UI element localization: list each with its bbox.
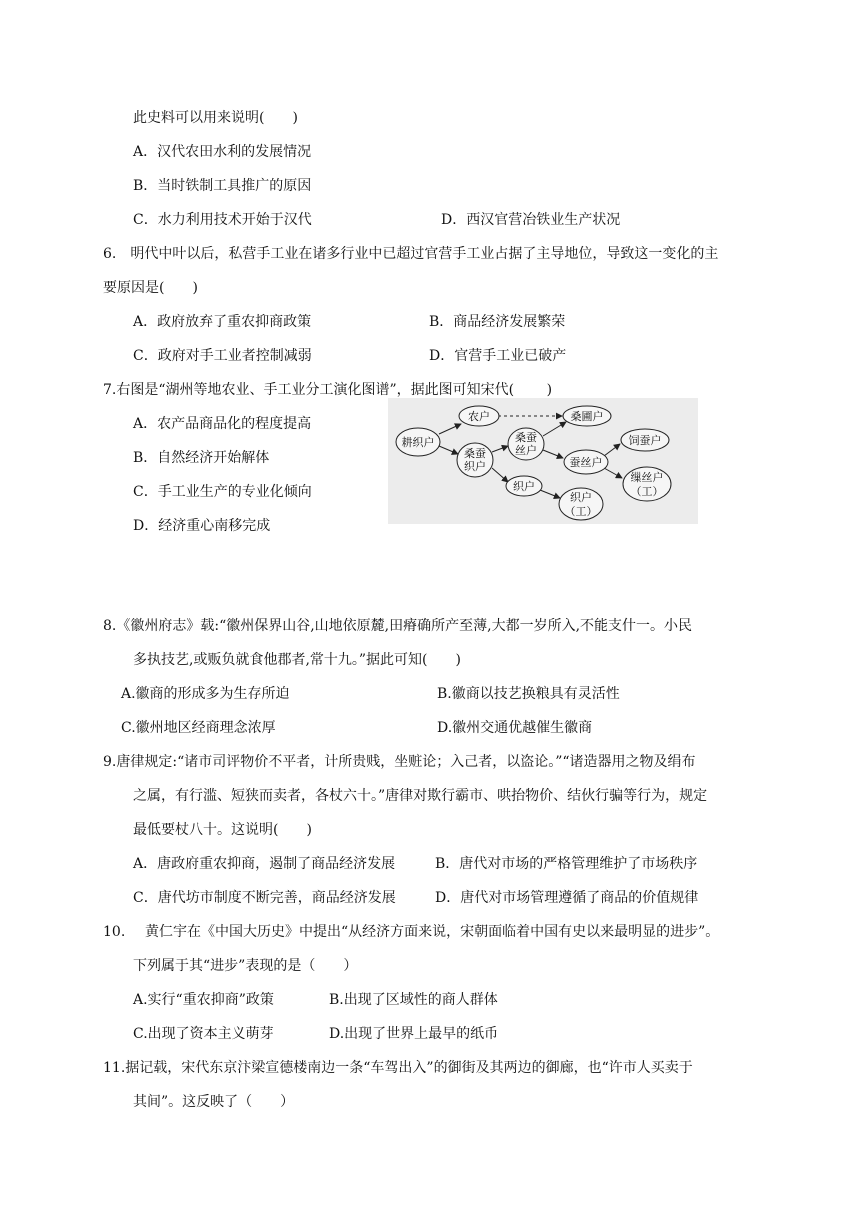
label-zhi-b-2: （工） [564,505,598,518]
q6-line-2: 要原因是( ) [103,280,198,296]
q7-stem: 7.右图是“湖州等地农业、手工业分工演化图谱”，据此图可知宋代( ) [103,382,553,398]
q9-option-b: B．唐代对市场的严格管理维护了市场秩序 [435,856,698,872]
q5-option-b: B．当时铁制工具推广的原因 [133,178,312,194]
arrow-sangcansi-cansi [543,450,563,458]
label-nong: 农户 [468,410,490,423]
label-cansi: 蚕丝户 [569,456,603,469]
q9-line-1: 9.唐律规定:“诸市司评物价不平者，计所贵贱，坐赃论；入己者，以盗论。”“诸造器用之物及绢布 [103,754,696,770]
label-sangyuan: 桑圃户 [570,410,604,423]
label-sangcansi-2: 丝户 [515,444,537,457]
q8-option-d: D.徽州交通优越催生徽商 [437,720,593,736]
q6-option-b: B．商品经济发展繁荣 [429,314,566,330]
label-gengzhi: 耕织户 [401,436,435,449]
arrow-gengzhi-sangcanzhi [439,446,458,454]
q10-option-d: D.出现了世界上最早的纸币 [329,1026,499,1042]
label-sangcansi-1: 桑蚕 [515,431,537,444]
q10-line-1: 黄仁宇在《中国大历史》中提出“从经济方面来说，宋朝面临着中国有史以来最明显的进步”。 [145,924,720,940]
label-sangcanzhi-2: 织户 [464,460,486,473]
q6-option-d: D．官营手工业已破产 [429,348,567,364]
division-of-labor-diagram [388,398,698,524]
arrow-zhi-zhigong [540,490,560,498]
arrow-cansi-saosi [604,468,622,478]
q9-option-c: C．唐代坊市制度不断完善，商品经济发展 [133,890,396,906]
label-saosi-2: （工） [630,485,664,498]
arrow-sangcanzhi-sangcansi [492,446,508,452]
q9-option-d: D．唐代对市场管理遵循了商品的价值规律 [435,890,699,906]
q9-line-2: 之属，有行滥、短狭而卖者，各杖六十。”唐律对欺行霸市、哄抬物价、结伙行骗等行为，规定 [133,788,708,804]
q5-option-a: A．汉代农田水利的发展情况 [133,144,312,160]
arrow-sangcanzhi-zhi [492,468,508,482]
label-saosi-1: 缫丝户 [630,471,664,484]
q6-option-a: A．政府放弃了重农抑商政策 [133,314,312,330]
q7-option-a: A．农产品商品化的程度提高 [133,416,312,432]
q9-line-3: 最低要杖八十。这说明( ) [133,822,312,838]
q11-line-1: 11.据记载，宋代东京汴梁宣德楼南边一条“车驾出入”的御街及其两边的御廊，也“许市人买卖于 [103,1060,693,1076]
q8-line-2: 多执技艺,或贩负就食他郡者,常十九。”据此可知( ) [133,652,461,668]
q7-option-c: C．手工业生产的专业化倾向 [133,484,312,500]
q7-option-b: B．自然经济开始解体 [133,450,270,466]
q10-option-c: C.出现了资本主义萌芽 [133,1026,274,1042]
q10-number: 10. [103,924,126,940]
q8-line-1: 8.《徽州府志》载:“徽州保界山谷,山地依原麓,田瘠确所产至薄,大都一岁所入,不能支什一。小民 [103,618,693,634]
arrow-sangcansi-sangyuan [543,422,566,436]
q6-option-c: C．政府对手工业者控制减弱 [133,348,312,364]
arrow-gengzhi-nong [439,424,461,434]
q10-line-2: 下列属于其“进步”表现的是（ ） [133,958,358,974]
q10-option-a: A.实行“重农抑商”政策 [133,992,274,1008]
q5-stem: 此史料可以用来说明( ) [133,110,298,126]
q11-line-2: 其间”。这反映了（ ） [133,1094,295,1110]
label-zhi-a: 织户 [513,480,535,493]
q9-option-a: A．唐政府重农抑商，遏制了商品经济发展 [133,856,396,872]
q8-option-c: C.徽州地区经商理念浓厚 [121,720,276,736]
q8-option-b: B.徽商以技艺换粮具有灵活性 [437,686,620,702]
label-sangcanzhi-1: 桑蚕 [464,447,486,460]
q8-option-a: A.徽商的形成多为生存所迫 [121,686,290,702]
arrow-cansi-sican [604,444,620,456]
label-zhi-b-1: 织户 [570,491,592,504]
q5-option-d: D．西汉官营冶铁业生产状况 [441,212,621,228]
q7-option-d: D．经济重心南移完成 [133,518,271,534]
label-sican: 饲蚕户 [628,434,662,447]
q6-line-1: 6. 明代中叶以后，私营手工业在诸多行业中已超过官营手工业占据了主导地位，导致这一变化的主 [103,246,719,262]
diagram-svg [388,398,698,524]
q5-option-c: C．水力利用技术开始于汉代 [133,212,312,228]
q10-option-b: B.出现了区域性的商人群体 [329,992,498,1008]
